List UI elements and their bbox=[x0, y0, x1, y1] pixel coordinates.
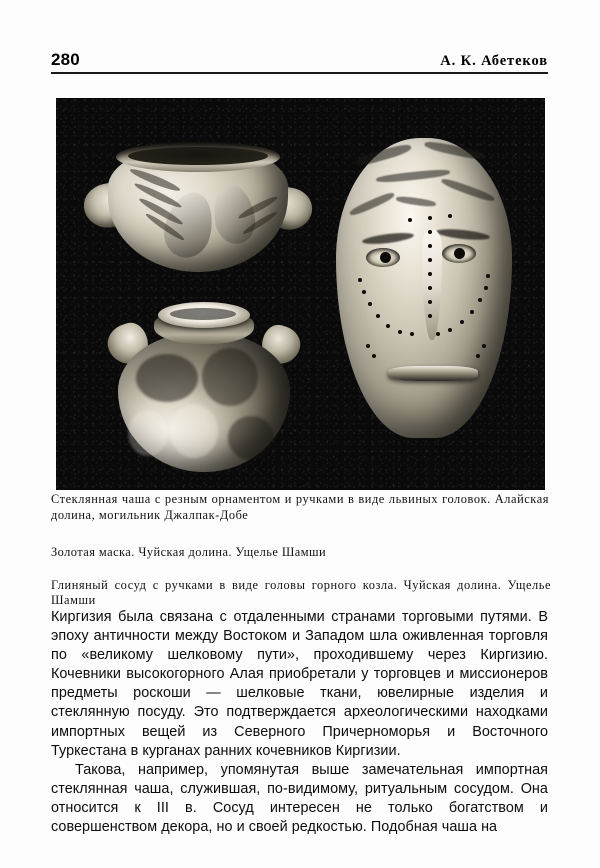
punched-dot bbox=[398, 330, 402, 334]
caption-gold-mask: Золотая маска. Чуйская долина. Ущелье Шамши bbox=[51, 545, 327, 560]
punched-dot bbox=[484, 286, 488, 290]
photo-gold-mask bbox=[322, 138, 528, 454]
pupil-left bbox=[380, 252, 391, 263]
punched-dot bbox=[486, 274, 490, 278]
surface-patch bbox=[128, 410, 168, 456]
paragraph-2: Такова, например, упомянутая выше замечательная импортная стеклянная чаша, служившая, по-видимому, ритуальным сосудом. Она относится к III в. Сосуд интересен не только богатством и совершенством декора, но и своей редкостью. Подобная чаша на bbox=[51, 761, 548, 836]
mask-crease bbox=[354, 142, 413, 168]
eyebrow-right bbox=[436, 227, 491, 242]
mask-face bbox=[336, 138, 512, 438]
photo-glass-bowl bbox=[84, 136, 314, 286]
punched-dot bbox=[436, 332, 440, 336]
punched-dot bbox=[428, 286, 432, 290]
mask-crease bbox=[376, 168, 450, 184]
punched-dot bbox=[478, 298, 482, 302]
mask-crease bbox=[348, 191, 395, 218]
punched-dot bbox=[358, 278, 362, 282]
mask-crease bbox=[424, 140, 487, 162]
pupil-right bbox=[454, 248, 465, 259]
eyebrow-left bbox=[362, 231, 415, 246]
photo-plate bbox=[56, 98, 545, 490]
surface-patch bbox=[170, 404, 218, 458]
punched-dot bbox=[448, 328, 452, 332]
punched-dot bbox=[428, 258, 432, 262]
punched-dot bbox=[428, 244, 432, 248]
punched-dot bbox=[366, 344, 370, 348]
punched-dot bbox=[428, 230, 432, 234]
punched-dot bbox=[448, 214, 452, 218]
punched-dot bbox=[362, 290, 366, 294]
author-name: А. К. Абетеков bbox=[440, 52, 548, 69]
punched-dot bbox=[428, 216, 432, 220]
punched-dot bbox=[372, 354, 376, 358]
nose-ridge bbox=[422, 230, 442, 340]
punched-dot bbox=[368, 302, 372, 306]
caption-clay-vessel: Глиняный сосуд с ручками в виде головы горного козла. Чуйская долина. Ущелье Шамши bbox=[51, 577, 551, 608]
punched-dot bbox=[428, 272, 432, 276]
punched-dot bbox=[428, 314, 432, 318]
punched-dot bbox=[408, 218, 412, 222]
paragraph-1: Киргизия была связана с отдаленными странами торговыми путями. В эпоху античности между Востоком и Западом шла оживленная торговля по «великому шелковому пути», проходившему через Киргизию. Кочевники высокогорного Алая приобретали у торговцев и миссионеров предметы роскоши — шелковые ткани, ювелирные изделия и стеклянную посуду. Это подтверждается археологическими находками импортных вещей из Северного Причерноморья и Восточного Туркестана в курганах ранних кочевников Киргизии. bbox=[51, 609, 548, 759]
punched-dot bbox=[476, 354, 480, 358]
mouth bbox=[388, 366, 478, 381]
punched-dot bbox=[460, 320, 464, 324]
figure-captions bbox=[51, 492, 551, 609]
body-text bbox=[51, 608, 548, 837]
punched-dot bbox=[482, 344, 486, 348]
surface-patch bbox=[136, 354, 198, 402]
vessel-opening bbox=[170, 308, 236, 320]
page-number: 280 bbox=[51, 50, 80, 69]
surface-patch bbox=[228, 416, 274, 460]
vessel-body bbox=[118, 332, 290, 472]
punched-dot bbox=[428, 300, 432, 304]
running-head bbox=[51, 42, 548, 68]
bowl-interior bbox=[128, 147, 268, 165]
surface-patch bbox=[202, 348, 258, 406]
punched-dot bbox=[470, 310, 474, 314]
mask-crease bbox=[440, 177, 495, 204]
photo-clay-vessel bbox=[92, 298, 318, 474]
header-rule bbox=[51, 72, 548, 74]
punched-dot bbox=[386, 324, 390, 328]
mask-crease bbox=[396, 195, 437, 207]
punched-dot bbox=[376, 314, 380, 318]
caption-glass-bowl: Стеклянная чаша с резным орнаментом и ручками в виде львиных головок. Алайская долина, могильник Джалпак-Добе bbox=[51, 492, 549, 522]
punched-dot bbox=[410, 332, 414, 336]
